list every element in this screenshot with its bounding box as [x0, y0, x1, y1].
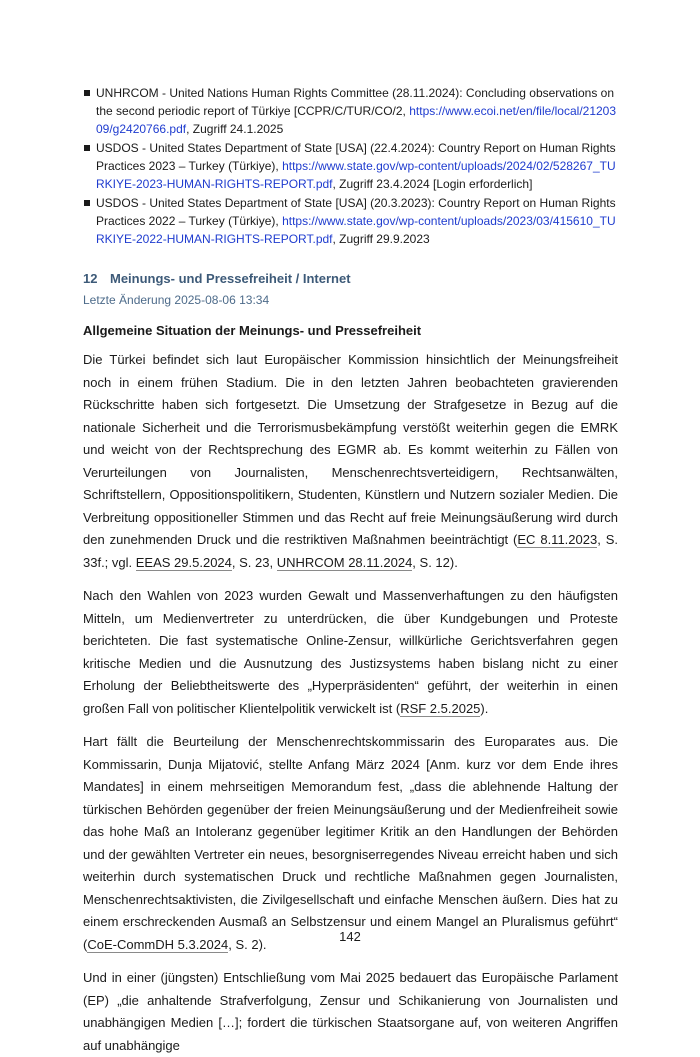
reference-access-date: , Zugriff 24.1.2025: [186, 122, 284, 136]
reference-access-date: , Zugriff 23.4.2024 [Login erforderlich]: [332, 177, 533, 191]
document-page: [83, 84, 618, 1057]
section-number: 12: [83, 271, 98, 286]
paragraph-text: Die Türkei befindet sich laut Europäischer Kommission hinsichtlich der Meinungsfreiheit noch in einem frühen Stadium. Die in den letzten Jahren beobachteten gravierenden Rückschritte haben sich fortgesetzt. Die Umsetzung der Strafgesetze in Bezug auf die nationale Sicherheit und die Terrorismusbekämpfung verstößt weiterhin gegen die EMRK und weicht von der Rechtsprechung des EGMR ab. Es kommt weiterhin zu Fällen von Verurteilungen von Journalisten, Menschenrechtsverteidigern, Rechtsanwälten, Schriftstellern, Oppositionspolitikern, Studenten, Künstlern und Nutzern sozialer Medien. Die Verbreitung oppositioneller Stimmen und das Recht auf freie Meinungsäußerung wird durch den zunehmenden Druck und die restriktiven Maßnahmen beeinträchtigt (: [83, 352, 618, 547]
reference-link[interactable]: https://www.state.gov/wp-content/uploads/2023/03/415610_TURKIYE-2022-HUMAN-RIGHTS-REPORT.pdf: [96, 214, 616, 246]
paragraph-text: Und in einer (jüngsten) Entschließung vom Mai 2025 bedauert das Europäische Parlament (EP) „die anhaltende Strafverfolgung, Zensur und Schikanierung von Journalisten und unabhängigen Medien […]; fordert die türkischen Staatsorgane auf, von weiteren Angriffen auf unabhängige: [83, 970, 618, 1053]
paragraph-text: , S. 33f.; vgl.: [83, 532, 619, 570]
reference-list: [83, 84, 618, 248]
citation-link[interactable]: EEAS 29.5.2024: [135, 554, 232, 570]
page-number: 142: [339, 929, 361, 944]
paragraph-3: [83, 731, 618, 956]
reference-access-date: , Zugriff 29.9.2023: [332, 232, 430, 246]
last-change-timestamp: Letzte Änderung 2025-08-06 13:34: [83, 293, 270, 307]
section-title: Meinungs- und Pressefreiheit / Internet: [110, 271, 351, 286]
subheading: Allgemeine Situation der Meinungs- und Pressefreiheit: [83, 323, 422, 338]
square-bullet-icon: [84, 90, 90, 96]
citation-link[interactable]: CoE-CommDH 5.3.2024: [87, 936, 229, 952]
citation-link[interactable]: RSF 2.5.2025: [400, 700, 481, 716]
section-heading: [83, 270, 618, 288]
paragraph-text: , S. 2).: [228, 936, 267, 952]
reference-link[interactable]: https://www.ecoi.net/en/file/local/2120309/g2420766.pdf: [96, 104, 617, 136]
reference-item: [83, 194, 618, 248]
square-bullet-icon: [84, 145, 90, 151]
citation-link[interactable]: UNHRCOM 28.11.2024: [276, 554, 413, 570]
reference-item: [83, 139, 618, 193]
reference-text: USDOS - United States Department of State [USA] (22.4.2024): Country Report on Human Rights Practices 2023 – Turkey (Türkiye),: [96, 141, 616, 173]
paragraph-2: [83, 585, 618, 720]
reference-item: [83, 84, 618, 138]
reference-text: UNHRCOM - United Nations Human Rights Committee (28.11.2024): Concluding observations on the second periodic report of Türkiye [CCPR/C/TUR/CO/2,: [96, 86, 615, 118]
paragraph-1: [83, 349, 618, 574]
paragraph-text: Hart fällt die Beurteilung der Menschenrechtskommissarin des Europarates aus. Die Kommissarin, Dunja Mijatović, stellte Anfang März 2024 [Anm. kurz vor dem Ende ihres Mandates] in einem mehrseitigen Memorandum fest, „dass die ablehnende Haltung der türkischen Behörden gegenüber der freien Meinungsäußerung und der Medienfreiheit sowie das hohe Maß an Intoleranz gegenüber legitimer Kritik an den Handlungen der Behörden und der gewählten Vertreter ein neues, besorgniserregendes Niveau erreicht haben und sich weiterhin durch systematischen Druck und rechtliche Maßnahmen gegen Journalisten, Menschenrechtsaktivisten, die Zivilgesellschaft und einfache Menschen äußern. Dies hat zu einem erschreckenden Ausmaß an Selbstzensur und einem Mangel an Pluralismus geführt“ (: [83, 734, 618, 952]
reference-text: USDOS - United States Department of State [USA] (20.3.2023): Country Report on Human Rights Practices 2022 – Turkey (Türkiye),: [96, 196, 616, 228]
paragraph-text: , S. 12).: [412, 554, 458, 570]
citation-link[interactable]: EC 8.11.2023: [517, 532, 598, 547]
paragraph-text: ).: [480, 700, 489, 716]
reference-link[interactable]: https://www.state.gov/wp-content/uploads/2024/02/528267_TURKIYE-2023-HUMAN-RIGHTS-REPORT.pdf: [96, 159, 616, 191]
square-bullet-icon: [84, 200, 90, 206]
paragraph-text: Nach den Wahlen von 2023 wurden Gewalt und Massenverhaftungen zu den häufigsten Mitteln, um Medienvertreter zu unterdrücken, die über Kundgebungen und Proteste berichteten. Die fast systematische Online-Zensur, willkürliche Gerichtsverfahren gegen kritische Medien und die Ausnutzung des Justizsystems haben bislang nicht zu einer Erholung der Beliebtheitswerte des „Hyperpräsidenten“ geführt, der weiterhin in einen großen Fall von politischer Klientelpolitik verwickelt ist (: [83, 588, 618, 716]
paragraph-text: , S. 23,: [231, 554, 277, 570]
paragraph-4: [83, 967, 618, 1057]
